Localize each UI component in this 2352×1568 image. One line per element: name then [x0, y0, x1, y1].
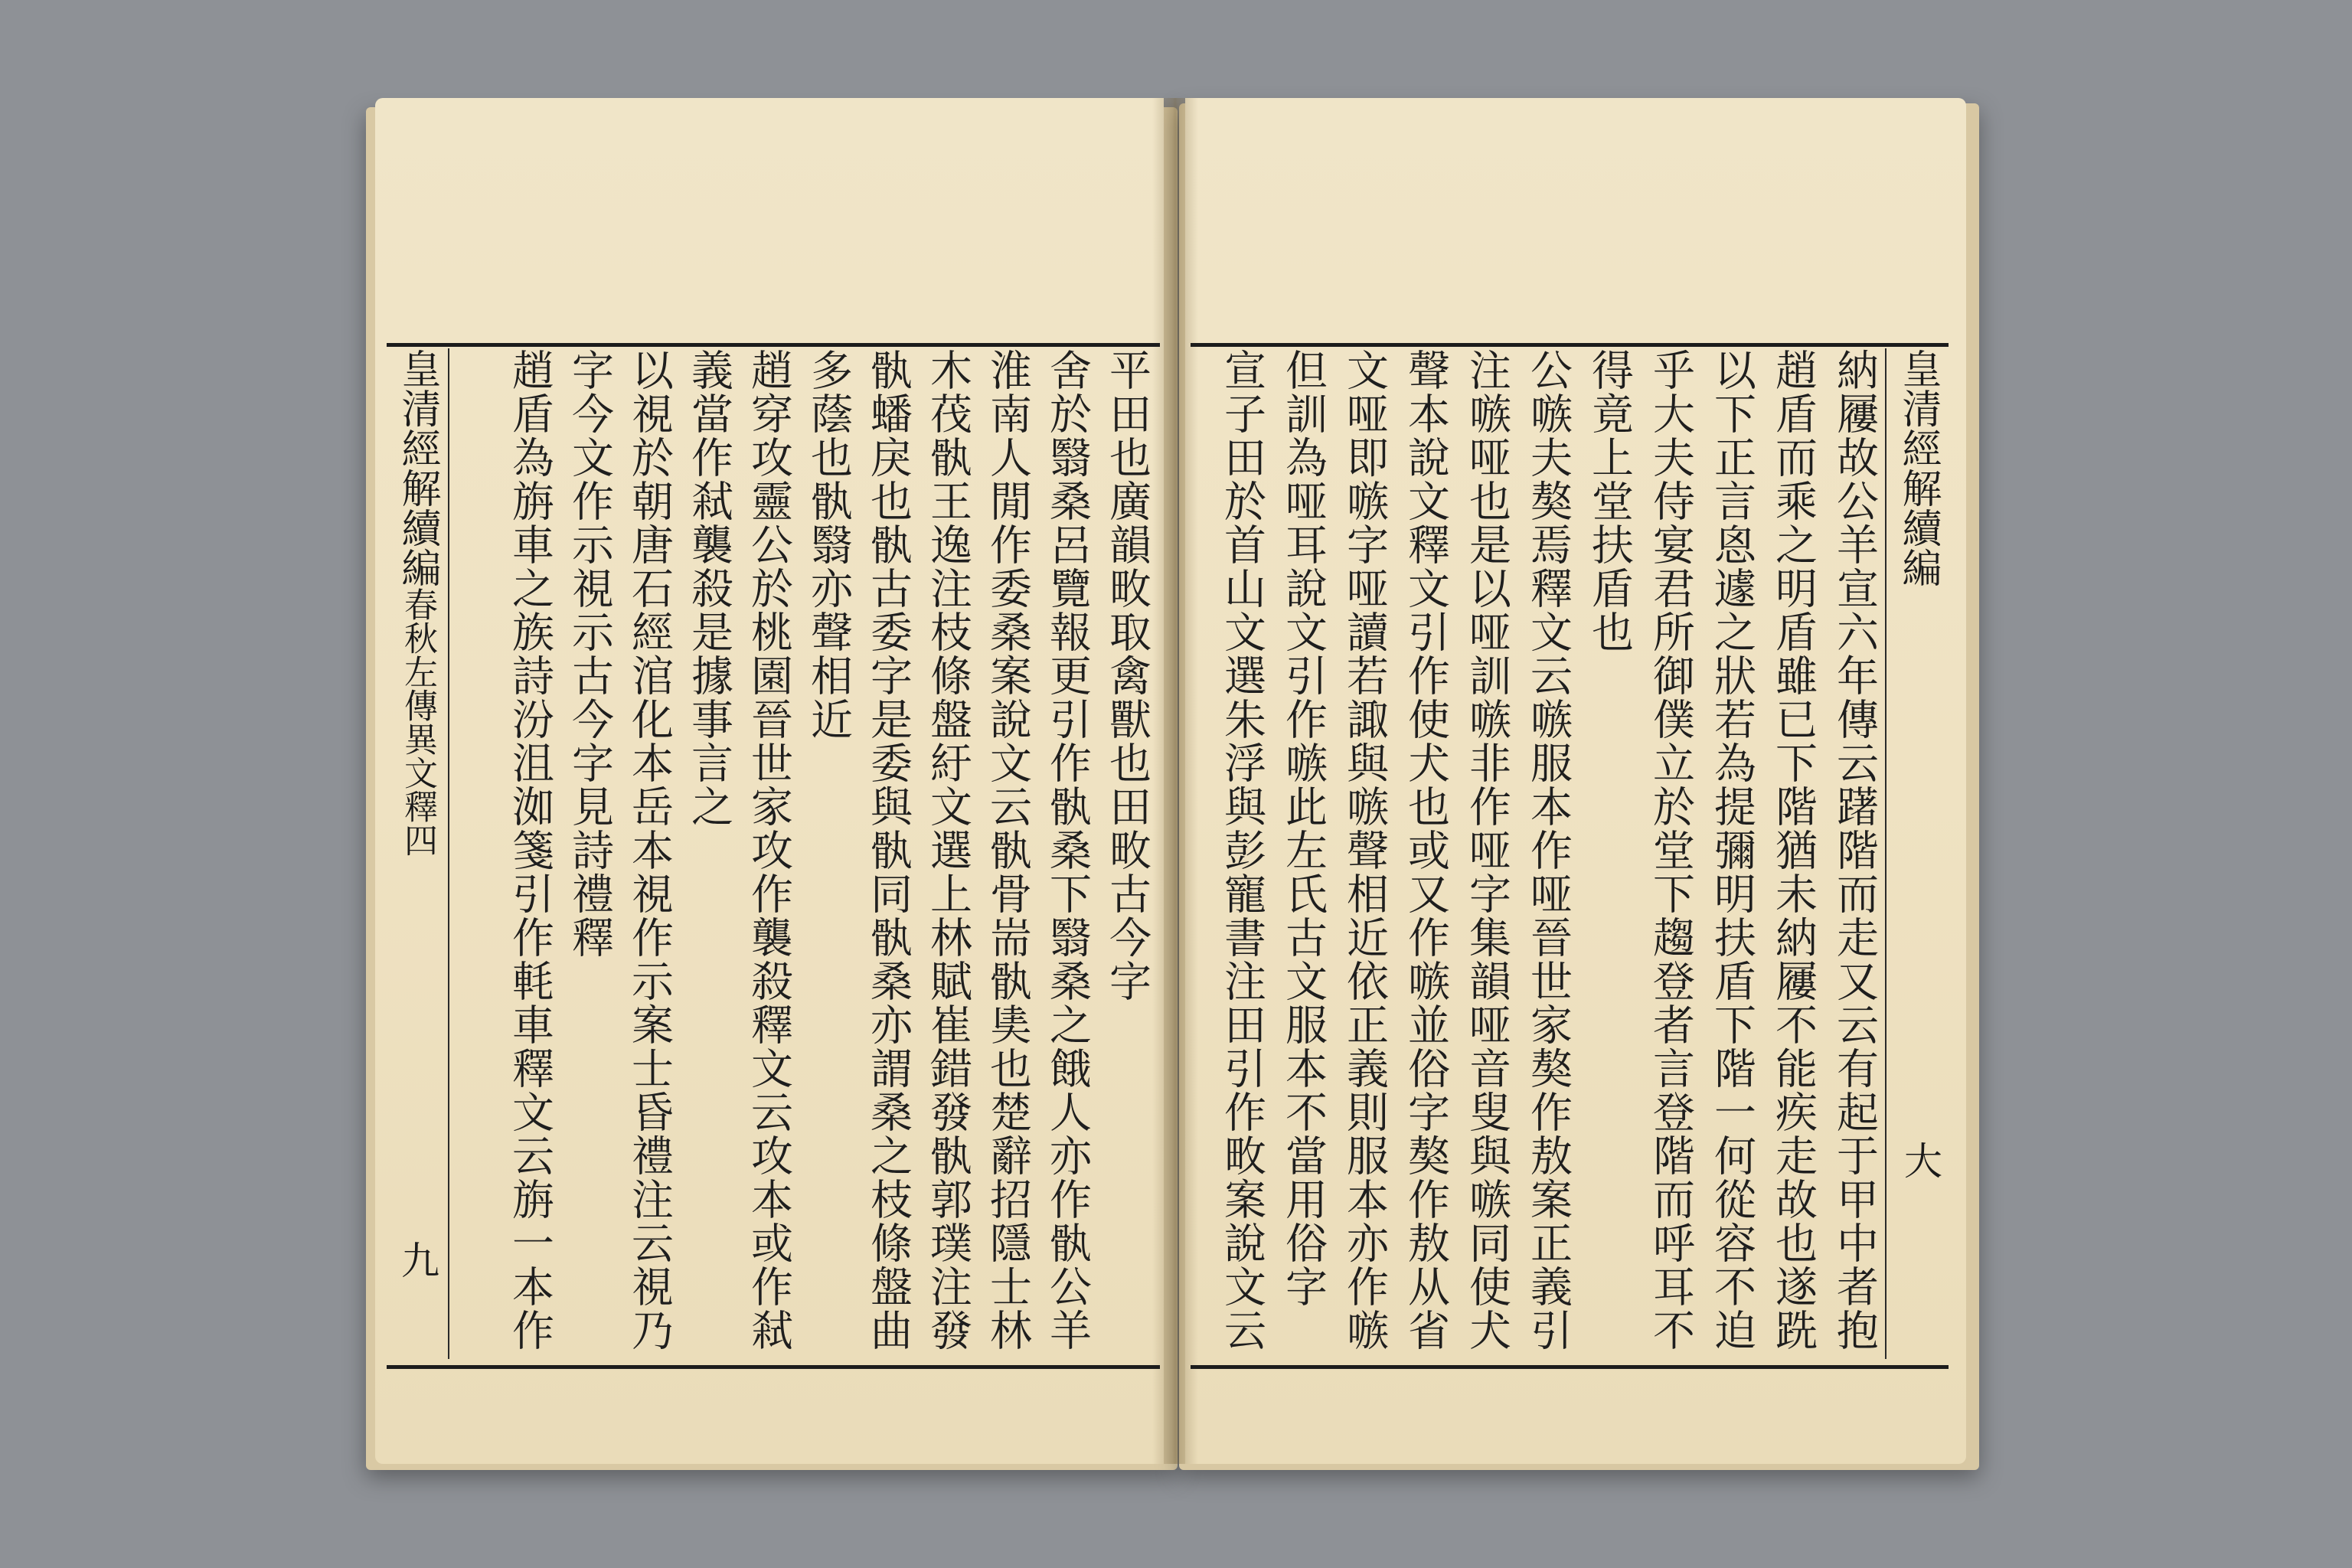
left-col-9: 以視於朝唐石經涫化本岳本視作示案士昏禮注云視乃 — [625, 348, 674, 1352]
left-col-5: 骫蟠戾也骫古委字是委與骫同骫桑亦謂桑之枝條盤曲 — [864, 348, 913, 1352]
left-col-8: 義當作弒襲殺是據事言之 — [684, 348, 733, 828]
left-margin-rule — [448, 348, 449, 1359]
left-margin-title — [390, 348, 444, 1359]
left-col-1: 平田也廣韻畋取禽獸也田畋古今字 — [1102, 348, 1152, 1003]
left-col-3: 淮南人閒作委桑案說文云骫骨耑骫奊也楚辭招隱士林 — [983, 348, 1032, 1352]
right-col-10: 但訓為哑耳說文引作嗾此左氏古文服本不當用俗字 — [1279, 348, 1328, 1308]
left-col-7: 趙穿攻靈公於桃園晉世家攻作襲殺釋文云攻本或作弒 — [744, 348, 793, 1352]
right-col-11: 宣子田於首山文選朱浮與彭寵書注田引作畋案說文云 — [1217, 348, 1266, 1352]
right-margin-title: 皇清經解續編 — [1895, 348, 1941, 587]
right-col-3: 以下正言恖遽之狀若為提彌明扶盾下階一何從容不迫 — [1707, 348, 1756, 1352]
right-margin-rule — [1885, 348, 1886, 1359]
left-col-10: 字今文作示視示古今字見詩禮釋 — [565, 348, 614, 959]
right-col-5: 得竟上堂扶盾也 — [1585, 348, 1634, 654]
right-col-8: 聲本說文釋文引作使犬也或又作嗾並俗字獒作敖从省 — [1401, 348, 1450, 1352]
right-col-7: 注嗾哑也是以哑訓嗾非作哑字集韻哑音叟與嗾同使犬 — [1462, 348, 1511, 1352]
right-col-1: 納屨故公羊宣六年傳云躇階而走又云有起于甲中者抱 — [1830, 348, 1879, 1352]
left-col-4: 木茷骫王逸注枝條盤紆文選上林賦崔錯發骫郭璞注發 — [923, 348, 972, 1352]
left-col-2: 舍於翳桑呂覽報更引作骫桑下翳桑之餓人亦作骫公羊 — [1043, 348, 1092, 1352]
right-col-2: 趙盾而乘之明盾雖已下階猶未納屨不能疾走故也遂跣 — [1769, 348, 1818, 1352]
right-folio: 大 — [1898, 1141, 1942, 1179]
right-col-6: 公嗾夫獒焉釋文云嗾服本作哑晉世家獒作敖案正義引 — [1524, 348, 1573, 1352]
left-folio: 九 — [395, 1240, 439, 1279]
left-col-11: 趙盾為旃車之族詩汾沮洳箋引作軞車釋文云旃一本作 — [505, 348, 554, 1352]
right-col-9: 文哑即嗾字哑讀若諏與嗾聲相近依正義則服本亦作嗾 — [1340, 348, 1389, 1352]
left-margin-subtitle: 春秋左傳異文釋四 — [398, 587, 437, 857]
left-margin-title-text: 皇清經解續編 — [394, 348, 440, 587]
left-col-6: 多蔭也骫翳亦聲相近 — [804, 348, 853, 741]
right-col-4: 乎大夫侍宴君所御僕立於堂下趨登者言登階而呼耳不 — [1646, 348, 1695, 1352]
